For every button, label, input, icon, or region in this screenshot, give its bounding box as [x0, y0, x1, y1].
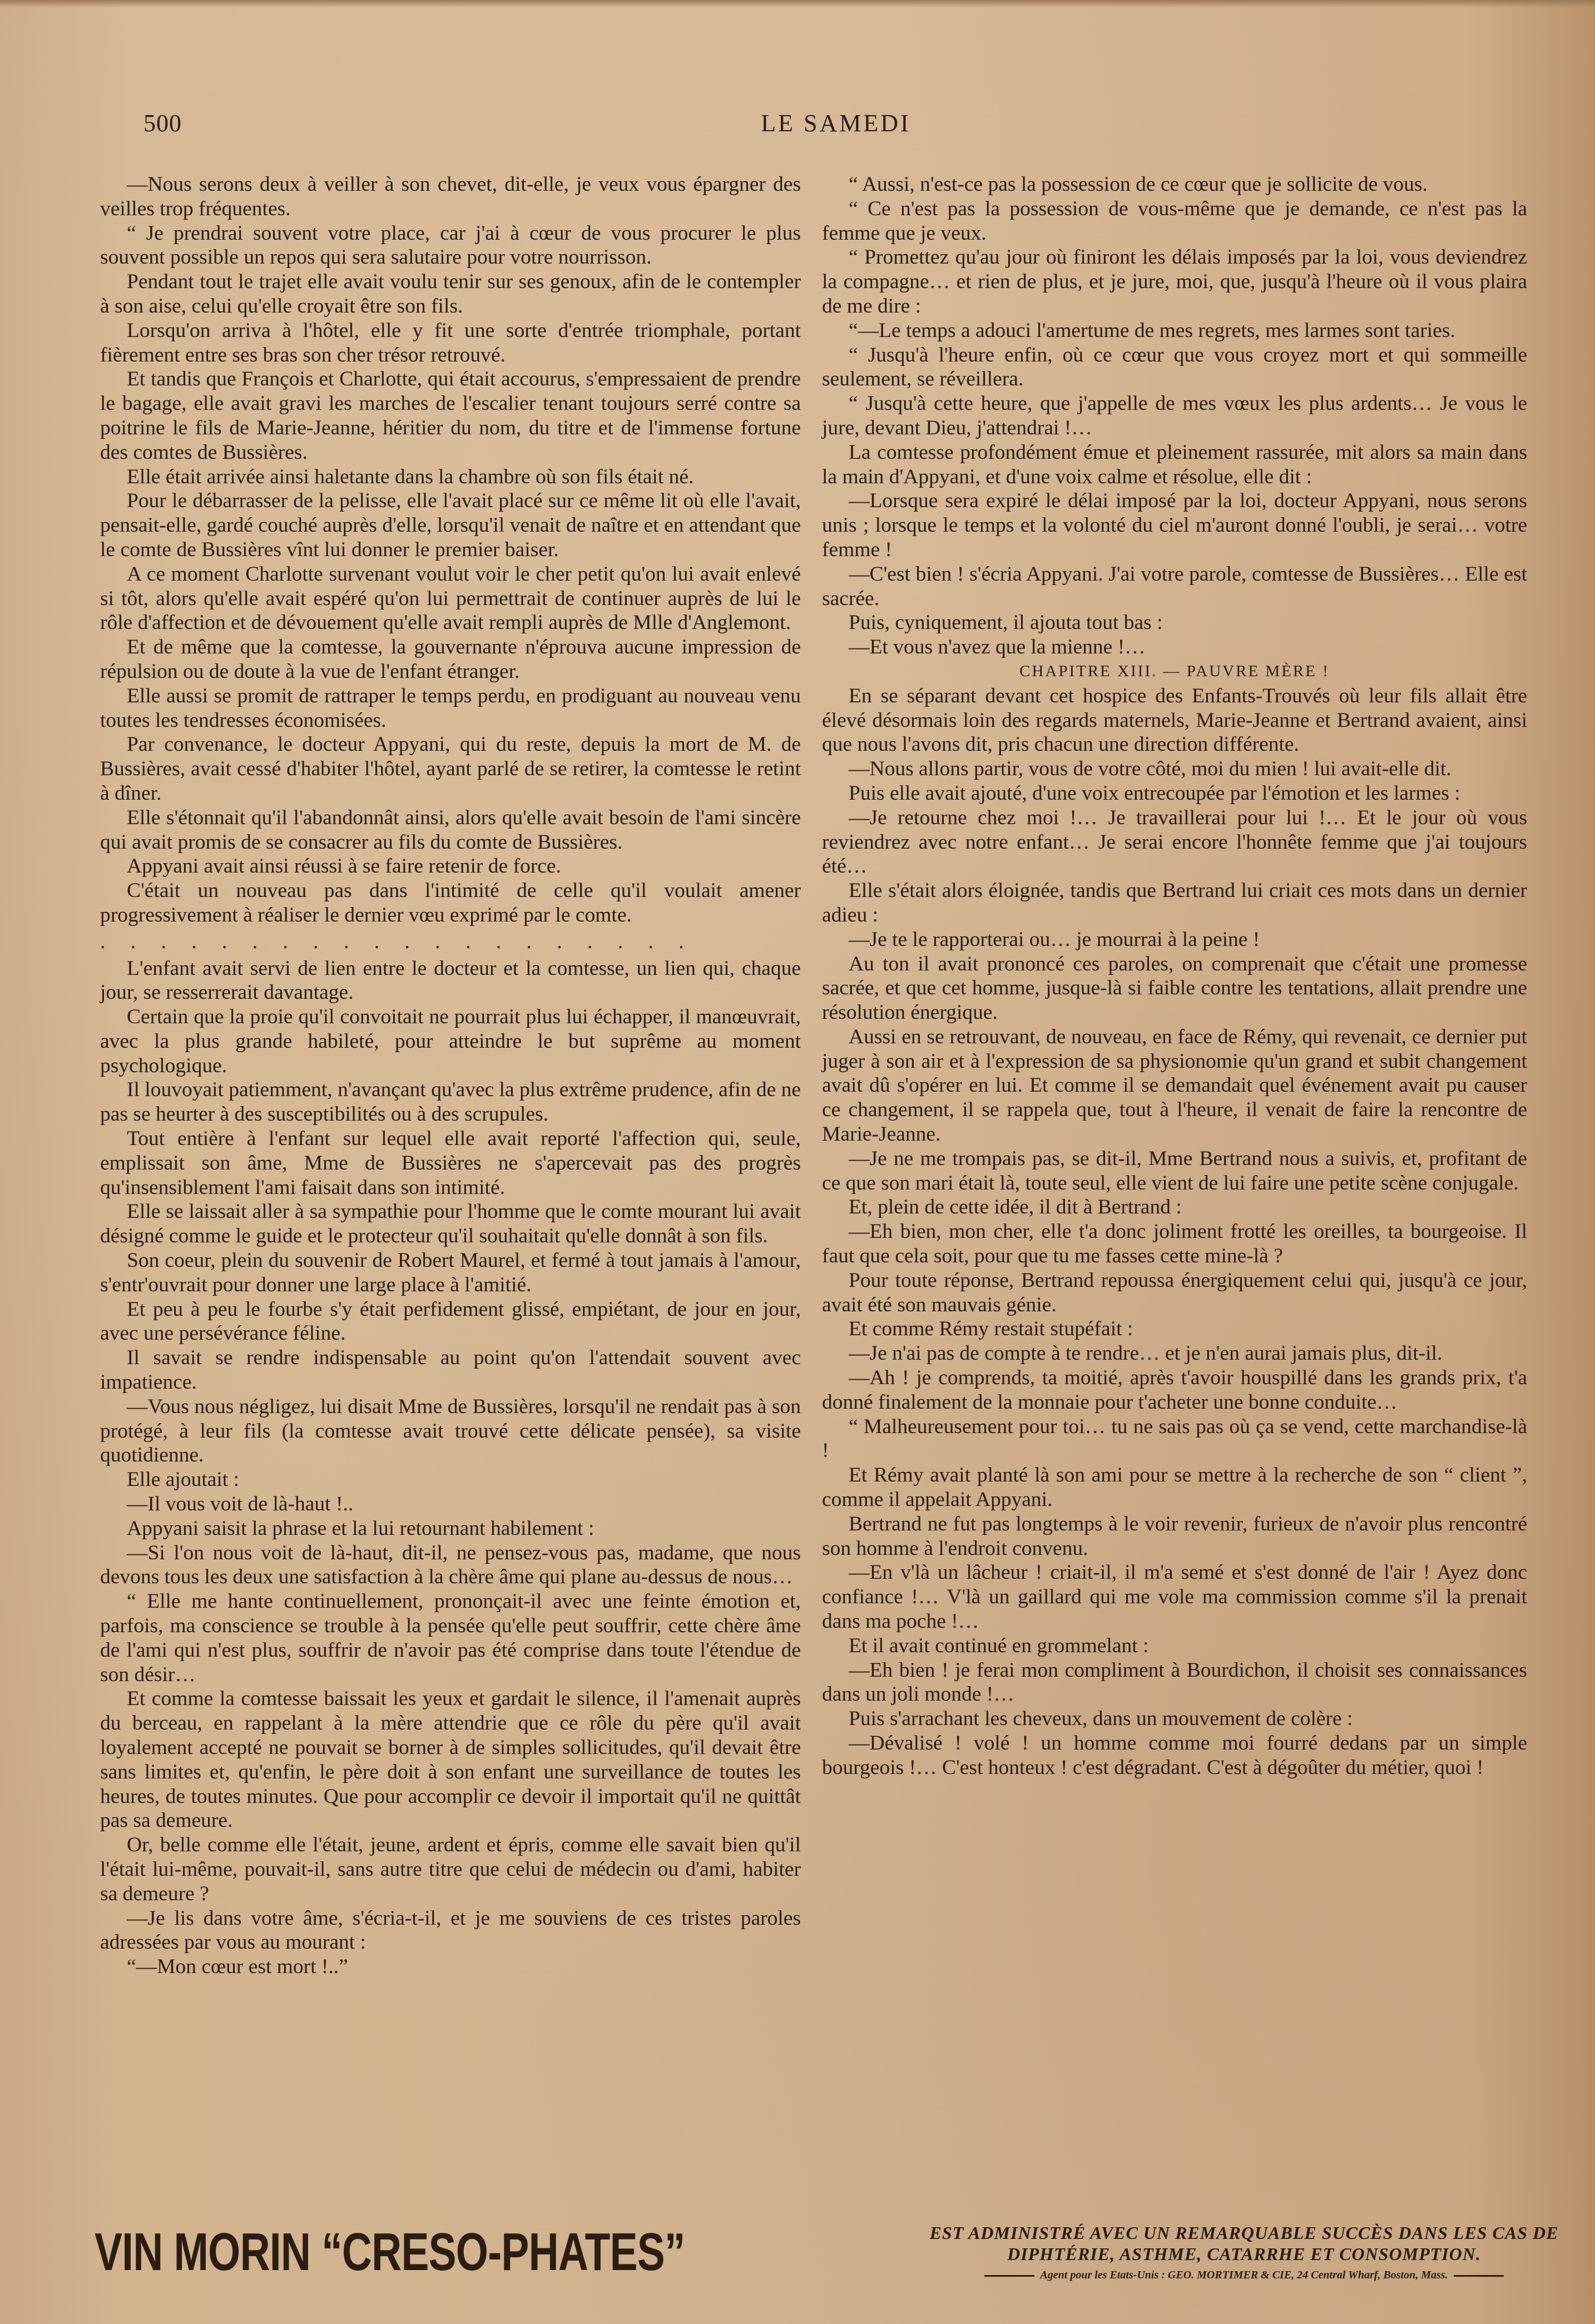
- paragraph: Pour toute réponse, Bertrand repoussa énergiquement celui qui, jusqu'à ce jour, avait été son mauvais génie.: [822, 1268, 1527, 1316]
- paragraph: Pendant tout le trajet elle avait voulu tenir sur ses genoux, afin de le contempler à son aise, celui qu'elle croyait être son fils.: [100, 270, 801, 318]
- paragraph: Et Rémy avait planté là son ami pour se mettre à la recherche de son “ client ”, comme il appelait Appyani.: [822, 1464, 1527, 1512]
- paragraph: “ Jusqu'à cette heure, que j'appelle de mes vœux les plus ardents… Je vous le jure, devant Dieu, j'attendrai !…: [822, 392, 1527, 439]
- ad-rule-left: [984, 2275, 1034, 2277]
- paragraph: A ce moment Charlotte survenant voulut voir le cher petit qu'on lui avait enlevé si tôt, alors qu'elle avait espéré qu'on lui permettrait de continuer auprès de lui le rôle d'affection et de dévouement qu'elle avait rempli auprès de Mlle d'Anglemont.: [100, 562, 801, 635]
- paragraph: Elle ajoutait :: [127, 1468, 240, 1491]
- paragraph: Bertrand ne fut pas longtemps à le voir revenir, furieux de n'avoir plus rencontré son homme à l'endroit convenu.: [822, 1512, 1527, 1560]
- paragraph: —Eh bien ! je ferai mon compliment à Bourdichon, il choisit ses connaissances dans un joli monde !…: [822, 1658, 1527, 1706]
- paragraph: —Il vous voit de là-haut !..: [127, 1493, 354, 1516]
- paragraph: —Je n'ai pas de compte à te rendre… et je n'en aurai jamais plus, dit-il.: [849, 1342, 1443, 1365]
- paragraph: —Je te le rapporterai ou… je mourrai à la peine !: [849, 928, 1260, 951]
- paragraph: “ Elle me hante continuellement, prononçait-il avec une feinte émotion et, parfois, ma conscience se trouble à la pensée qu'elle peut souffrir, cette chère âme de l'ami qui n'est plus, souffrir de n'avoir pas été comprise dans toute l'étendue de son désir…: [100, 1590, 801, 1686]
- paragraph: Et il avait continué en grommelant :: [849, 1634, 1149, 1657]
- section-separator: . . . . . . . . . . . . . . . . . . . .: [100, 930, 694, 953]
- paragraph: Puis s'arrachant les cheveux, dans un mouvement de colère :: [849, 1707, 1353, 1731]
- paragraph: L'enfant avait servi de lien entre le docteur et la comtesse, un lien qui, chaque jour, se resserrerait davantage.: [100, 957, 801, 1004]
- paragraph: “—Mon cœur est mort !..”: [127, 1955, 348, 1979]
- paragraph: Elle s'était alors éloignée, tandis que Bertrand lui criait ces mots dans un dernier adieu :: [822, 879, 1527, 926]
- paragraph: Pour le débarrasser de la pelisse, elle l'avait placé sur ce même lit où elle l'avait, pensait-elle, gardé couché auprès d'elle, lorsqu'il venait de naître et en attendant que le comte de Bussières vînt lui donner le premier baiser.: [100, 489, 801, 561]
- paragraph: En se séparant devant cet hospice des Enfants-Trouvés où leur fils allait être élevé désormais loin des regards maternels, Marie-Jeanne et Bertrand avaient, ainsi que nous l'avons dit, pris chacun une direction différente.: [822, 684, 1527, 756]
- paragraph: Par convenance, le docteur Appyani, qui du reste, depuis la mort de M. de Bussières, avait cessé d'habiter l'hôtel, ayant parlé de se retirer, la comtesse le retint à dîner.: [100, 733, 801, 805]
- paragraph: —En v'là un lâcheur ! criait-il, il m'a semé et s'est donné de l'air ! Ayez donc confiance !… V'là un gaillard qui me vole ma commission comme s'il la prenait dans ma poche !…: [822, 1561, 1527, 1633]
- paragraph: Tout entière à l'enfant sur lequel elle avait reporté l'affection qui, seule, emplissait son âme, Mme de Bussières ne s'apercevait pas des progrès qu'insensiblement l'ami faisait dans son intimité.: [100, 1127, 801, 1199]
- paragraph: “ Jusqu'à l'heure enfin, où ce cœur que vous croyez mort et qui sommeille seulement, se réveillera.: [822, 343, 1527, 391]
- paragraph: Au ton il avait prononcé ces paroles, on comprenait que c'était une promesse sacrée, et que cet homme, jusque-là si faible contre les tentations, allait prendre une résolution énergique.: [822, 952, 1527, 1024]
- paragraph: “—Le temps a adouci l'amertume de mes regrets, mes larmes sont taries.: [849, 319, 1455, 342]
- paragraph: —Lorsque sera expiré le délai imposé par la loi, docteur Appyani, nous serons unis ; lorsque le temps et la volonté du ciel m'auront donné l'oubli, je serai… votre femme !: [822, 489, 1527, 561]
- paragraph: Et comme Rémy restait stupéfait :: [849, 1317, 1133, 1341]
- journal-title: LE SAMEDI: [761, 110, 911, 137]
- right-column: [822, 172, 1527, 2197]
- paragraph: Certain que la proie qu'il convoitait ne pourrait plus lui échapper, il manœuvrait, avec la plus grande habileté, pour atteindre le but suprême au moment psychologique.: [100, 1005, 801, 1077]
- paragraph: Aussi en se retrouvant, de nouveau, en face de Rémy, qui revenait, ce dernier put juger à son air et à l'expression de sa physionomie qu'un grand et subit changement avait dû s'opérer en lui. Et comme il se demandait quel événement avait pu causer ce changement, il se rappela que, tout à l'heure, il venait de faire la rencontre de Marie-Jeanne.: [822, 1025, 1527, 1146]
- ad-brand-name: VIN MORIN “CRESO-PHATES”: [95, 2222, 685, 2282]
- paragraph: —Ah ! je comprends, ta moitié, après t'avoir houspillé dans les grands prix, t'a donné finalement de la monnaie pour t'acheter une bonne conduite…: [822, 1366, 1527, 1414]
- paragraph: —C'est bien ! s'écria Appyani. J'ai votre parole, comtesse de Bussières… Elle est sacrée.: [822, 562, 1527, 610]
- paragraph: —Et vous n'avez que la mienne !…: [849, 636, 1146, 659]
- paragraph: —Nous serons deux à veiller à son chevet, dit-elle, je veux vous épargner des veilles trop fréquentes.: [100, 173, 801, 220]
- paragraph: Et, plein de cette idée, il dit à Bertrand :: [849, 1196, 1182, 1219]
- ad-rule-right: [1454, 2275, 1504, 2277]
- paragraph: —Vous nous négligez, lui disait Mme de Bussières, lorsqu'il ne rendait pas à son protégé, à leur fils (la comtesse avait trouvé cette délicate pensée), sa visite quotidienne.: [100, 1395, 801, 1467]
- paragraph: La comtesse profondément émue et pleinement rassurée, mit alors sa main dans la main d'Appyani, et d'une voix calme et résolue, elle dit :: [822, 440, 1527, 488]
- paragraph: “ Malheureusement pour toi… tu ne sais pas où ça se vend, cette marchandise-là !: [822, 1415, 1527, 1463]
- paragraph: Et comme la comtesse baissait les yeux et gardait le silence, il l'amenait auprès du berceau, en rappelant à la mère attendrie que ce rôle du père qu'il avait loyalement accepté ne pouvait se borner à de simples sollicitudes, qu'il devait être sans limites et, qu'enfin, le père doit à son enfant une surveillance de toutes les heures, de toutes minutes. Que pour accomplir ce devoir il importait qu'il ne quittât pas sa demeure.: [100, 1687, 801, 1832]
- paragraph: “ Ce n'est pas la possession de vous-même que je demande, ce n'est pas la femme que je veux.: [822, 197, 1527, 245]
- paragraph: Il savait se rendre indispensable au point qu'on l'attendait souvent avec impatience.: [100, 1346, 801, 1394]
- ad-description: EST ADMINISTRÉ AVEC UN REMARQUABLE SUCCÈS DANS LES CAS DE DIPHTÉRIE, ASTHME, CATARRHE ET CONSOMPTION.: [929, 2223, 1559, 2264]
- paragraph: Elle aussi se promit de rattraper le temps perdu, en prodiguant au nouveau venu toutes les tendresses économisées.: [100, 684, 801, 732]
- paragraph: —Je ne me trompais pas, se dit-il, Mme Bertrand nous a suivis, et, profitant de ce que son mari était là, toute seul, elle vient de lui faire une petite scène conjugale.: [822, 1147, 1527, 1195]
- ad-agent-line: [874, 2267, 1595, 2283]
- paragraph: Puis, cyniquement, il ajouta tout bas :: [849, 611, 1163, 635]
- paragraph: Puis elle avait ajouté, d'une voix entrecoupée par l'émotion et les larmes :: [849, 781, 1460, 805]
- chapter-title: CHAPITRE XIII. — PAUVRE MÈRE !: [1019, 662, 1330, 680]
- ad-agent-text: Agent pour les Etats-Unis : GEO. MORTIMER & CIE, 24 Central Wharf, Boston, Mass.: [1040, 2269, 1448, 2281]
- page-edge: [0, 0, 1595, 8]
- page-number: 500: [143, 110, 182, 137]
- paragraph: Son coeur, plein du souvenir de Robert Maurel, et fermé à tout jamais à l'amour, s'entr'ouvrait pour donner une large place à l'amitié.: [100, 1249, 801, 1296]
- paragraph: Appyani saisit la phrase et la lui retournant habilement :: [127, 1517, 595, 1540]
- page-header: [143, 109, 1528, 148]
- paragraph: Elle s'étonnait qu'il l'abandonnât ainsi, alors qu'elle avait besoin de l'ami sincère qui avait promis de se consacrer au fils du comte de Bussières.: [100, 806, 801, 854]
- paragraph: “ Aussi, n'est-ce pas la possession de ce cœur que je sollicite de vous.: [849, 173, 1428, 196]
- paragraph: C'était un nouveau pas dans l'intimité de celle qu'il voulait amener progressivement à réaliser le dernier vœu exprimé par le comte.: [100, 879, 801, 926]
- paragraph: Et peu à peu le fourbe s'y était perfidement glissé, empiétant, de jour en jour, avec une persévérance féline.: [100, 1297, 801, 1345]
- paragraph: —Je lis dans votre âme, s'écria-t-il, et je me souviens de ces tristes paroles adressées par vous au mourant :: [100, 1906, 801, 1954]
- paragraph: Elle se laissait aller à sa sympathie pour l'homme que le comte mourant lui avait désigné comme le guide et le protecteur qu'il souhaitait qu'elle donnât à son fils.: [100, 1200, 801, 1248]
- left-column: [100, 172, 801, 2197]
- paragraph: Elle était arrivée ainsi haletante dans la chambre où son fils était né.: [127, 465, 694, 488]
- paragraph: —Eh bien, mon cher, elle t'a donc joliment frotté les oreilles, ta bourgeoise. Il faut que cela soit, pour que tu me fasses cette mine-là ?: [822, 1220, 1527, 1268]
- paragraph: —Dévalisé ! volé ! un homme comme moi fourré dedans par un simple bourgeois !… C'est honteux ! c'est dégradant. C'est à dégoûter du métier, quoi !: [822, 1732, 1527, 1779]
- paragraph: —Nous allons partir, vous de votre côté, moi du mien ! lui avait-elle dit.: [849, 757, 1452, 781]
- paragraph: Et de même que la comtesse, la gouvernante n'éprouva aucune impression de répulsion ou de doute à la vue de l'enfant étranger.: [100, 636, 801, 683]
- paragraph: “ Promettez qu'au jour où finiront les délais imposés par la loi, vous deviendrez la compagne… et rien de plus, et je jure, moi, que, jusqu'à l'heure où il vous plaira de me dire :: [822, 246, 1527, 318]
- paragraph: Or, belle comme elle l'était, jeune, ardent et épris, comme elle savait bien qu'il l'était lui-même, pouvait-il, sans autre titre que celui de médecin ou d'ami, habiter sa demeure ?: [100, 1834, 801, 1905]
- advertisement: [95, 2219, 1559, 2297]
- paragraph: —Si l'on nous voit de là-haut, dit-il, ne pensez-vous pas, madame, que nous devons tous les deux une satisfaction à la chère âme qui plane au-dessus de nous…: [100, 1541, 801, 1589]
- paragraph: Lorsqu'on arriva à l'hôtel, elle y fit une sorte d'entrée triomphale, portant fièrement entre ses bras son cher trésor retrouvé.: [100, 319, 801, 366]
- paragraph: Et tandis que François et Charlotte, qui était accourus, s'empressaient de prendre le bagage, elle avait gravi les marches de l'escalier tenant toujours serré contre sa poitrine le fils de Marie-Jeanne, héritier du nom, du titre et de l'immense fortune des comtes de Bussières.: [100, 368, 801, 464]
- paragraph: Il louvoyait patiemment, n'avançant qu'avec la plus extrême prudence, afin de ne pas se heurter à des susceptibilités ou à des scrupules.: [100, 1078, 801, 1126]
- paragraph: —Je retourne chez moi !… Je travaillerai pour lui !… Et le jour où vous reviendrez avec notre enfant… Je serai encore l'honnête femme que j'ai toujours été…: [822, 806, 1527, 878]
- paragraph: Appyani avait ainsi réussi à se faire retenir de force.: [127, 855, 561, 878]
- paragraph: “ Je prendrai souvent votre place, car j'ai à cœur de vous procurer le plus souvent possible un repos qui sera salutaire pour votre nourrisson.: [100, 221, 801, 269]
